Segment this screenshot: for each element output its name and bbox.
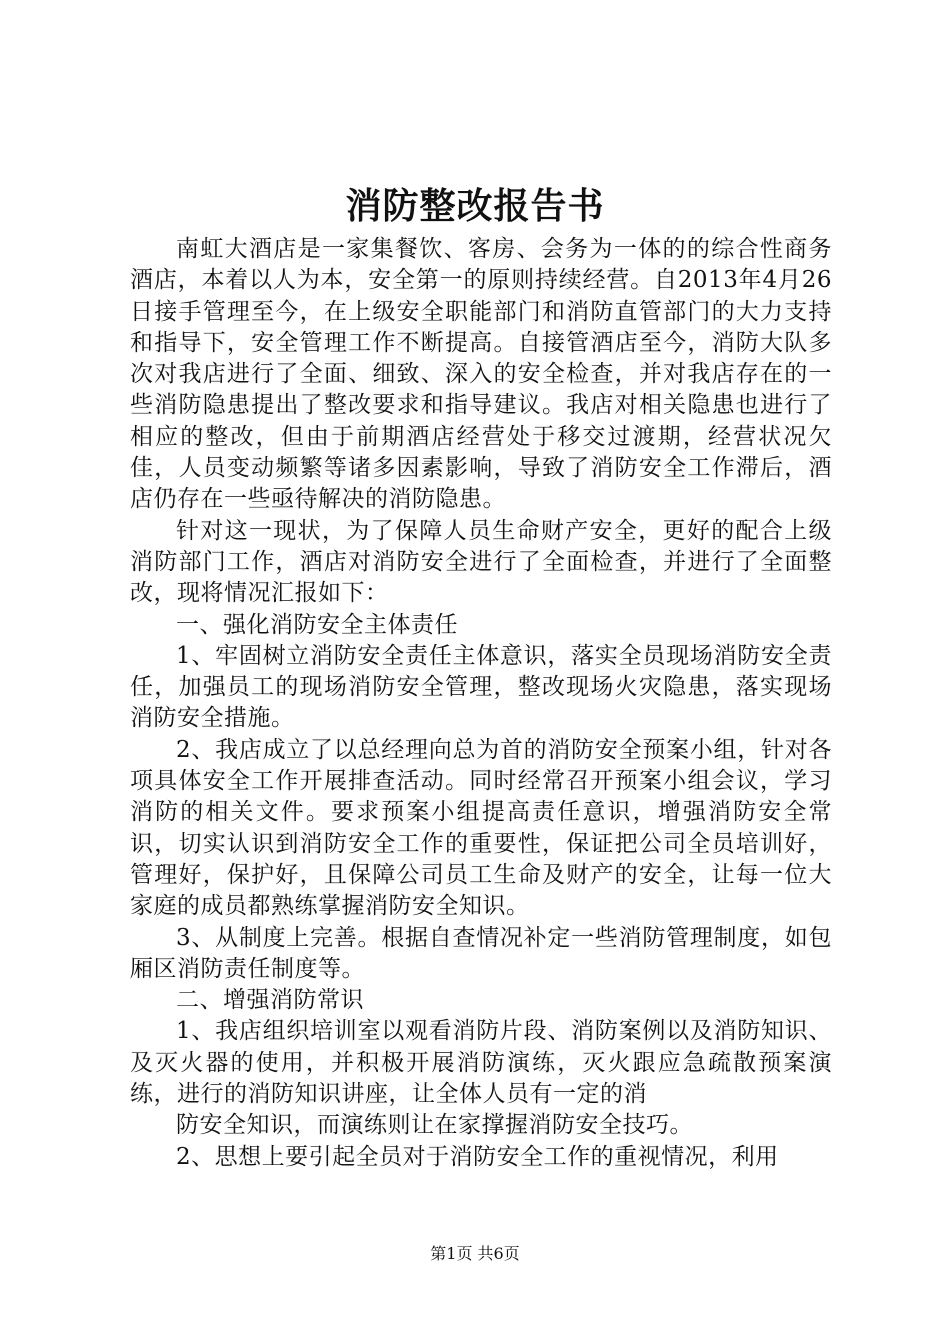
paragraph: 1、牢固树立消防安全责任主体意识，落实全员现场消防安全责任，加强员工的现场消防安全管理，整改现场火灾隐患，落实现场消防安全措施。 (130, 642, 832, 732)
document-body (130, 234, 832, 1173)
paragraph: 3、从制度上完善。根据自查情况补定一些消防管理制度，如包厢区消防责任制度等。 (130, 924, 832, 982)
paragraph: 南虹大酒店是一家集餐饮、客房、会务为一体的的综合性商务酒店，本着以人为本，安全第一的原则持续经营。自2013年4月26日接手管理至今，在上级安全职能部门和消防直管部门的大力支持和指导下，安全管理工作不断提高。自接管酒店至今，消防大队多次对我店进行了全面、细致、深入的安全检查，并对我店存在的一些消防隐患提出了整改要求和指导建议。我店对相关隐患也进行了相应的整改，但由于前期酒店经营处于移交过渡期，经营状况欠佳，人员变动频繁等诸多因素影响，导致了消防安全工作滞后，酒店仍存在一些亟待解决的消防隐患。 (130, 236, 832, 513)
page-footer: 第1页 共6页 (430, 1244, 520, 1263)
paragraph: 2、我店成立了以总经理向总为首的消防安全预案小组，针对各项具体安全工作开展排查活动。同时经常召开预案小组会议，学习消防的相关文件。要求预案小组提高责任意识，增强消防安全常识，切实认识到消防安全工作的重要性，保证把公司全员培训好，管理好，保护好，且保障公司员工生命及财产的安全，让每一位大家庭的成员都熟练掌握消防安全知识。 (130, 736, 832, 920)
paragraph: 2、思想上要引起全员对于消防安全工作的重视情况，利用 (176, 1143, 779, 1170)
document-title: 消防整改报告书 (345, 186, 605, 227)
section-heading: 二、增强消防常识 (176, 987, 364, 1014)
paragraph: 针对这一现状，为了保障人员生命财产安全，更好的配合上级消防部门工作，酒店对消防安全进行了全面检查，并进行了全面整改，现将情况汇报如下： (130, 517, 832, 607)
section-heading: 一、强化消防安全主体责任 (176, 611, 458, 638)
paragraph: 1、我店组织培训室以观看消防片段、消防案例以及消防知识、及灭火器的使用，并积极开展消防演练，灭火跟应急疏散预案演练，进行的消防知识讲座，让全体人员有一定的消 (130, 1018, 832, 1108)
paragraph: 防安全知识，而演练则让在家撑握消防安全技巧。 (176, 1112, 693, 1139)
